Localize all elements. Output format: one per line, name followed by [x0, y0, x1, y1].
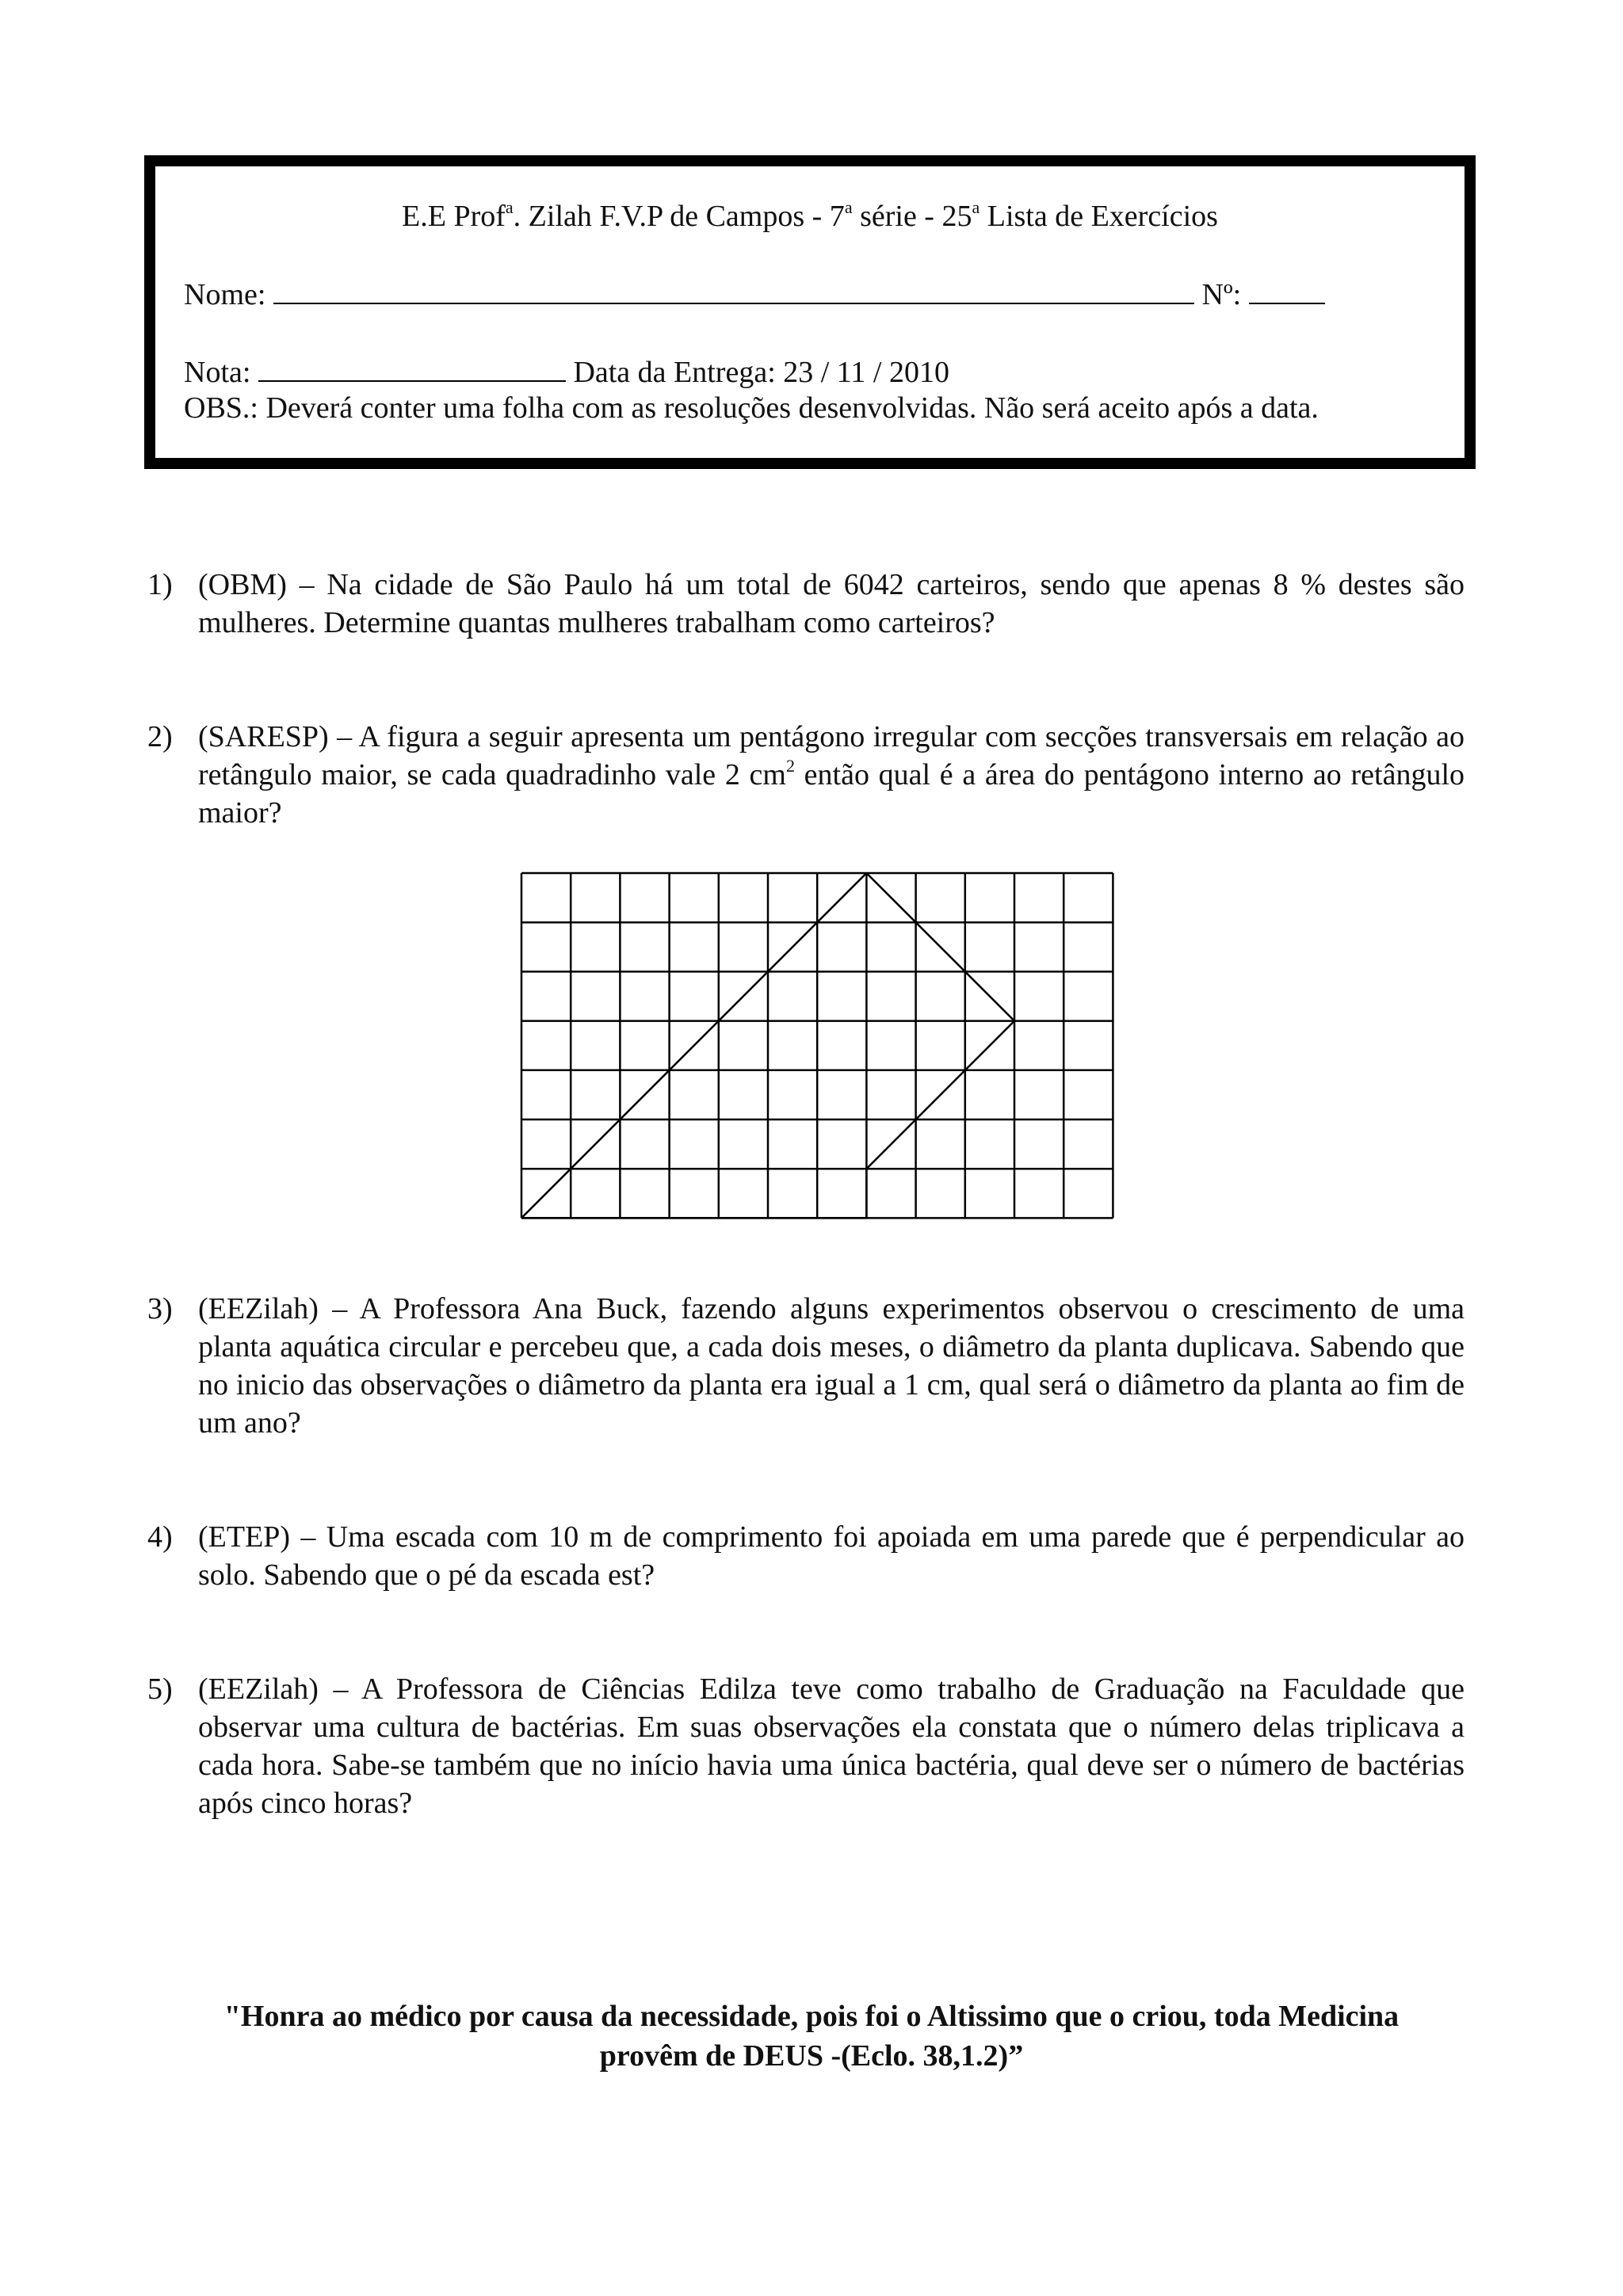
question-text: (ETEP) – Uma escada com 10 m de comprimento foi apoiada em uma parede que é perpendicular ao solo. Sabendo que o pé da escada est? — [198, 1520, 1465, 1592]
question-2 — [147, 718, 1465, 832]
obs-note: OBS.: Deverá conter uma folha com as resoluções desenvolvidas. Não será aceito após a data. — [184, 391, 1319, 425]
question-5 — [147, 1670, 1465, 1822]
question-text: (OBM) – Na cidade de São Paulo há um total de 6042 carteiros, sendo que apenas 8 % destes são mulheres. Determine quantas mulheres trabalham como carteiros? — [198, 568, 1465, 639]
grade-label: Nota: — [184, 356, 251, 389]
pentagon-edge — [866, 873, 1014, 1021]
question-number: 5) — [147, 1672, 173, 1706]
question-text: (EEZilah) – A Professora Ana Buck, fazendo alguns experimentos observou o crescimento de uma planta aquática circular e percebeu que, a cada dois meses, o diâmetro da planta duplicava. Sabendo que no inicio das observações o diâmetro da planta era igual a 1 cm, qual será o diâmetro da planta ao fim de um ano? — [198, 1292, 1465, 1440]
pentagon-edge — [521, 873, 866, 1218]
question-4 — [147, 1518, 1465, 1594]
quote-line-2: provêm de DEUS -(Eclo. 38,1.2)” — [599, 2039, 1024, 2073]
closing-quote — [119, 1997, 1504, 2076]
question-text: (SARESP) – A figura a seguir apresenta um pentágono irregular com secções transversais em relação ao retângulo maior, se cada quadradinho vale 2 $cm^2$ então qual é a área do pentágono interno ao retângulo maior? — [198, 720, 1465, 830]
pentagon-grid-figure — [518, 870, 1117, 1220]
question-number: 1) — [147, 568, 173, 601]
header-box — [144, 155, 1476, 469]
question-number: 3) — [147, 1292, 173, 1325]
question-number: 2) — [147, 720, 173, 753]
question-text: (EEZilah) – A Professora de Ciências Edilza teve como trabalho de Graduação na Faculdade que observar uma cultura de bactérias. Em suas observações ela constata que o número delas triplicava a cada hora. Sabe-se também que no início havia uma única bactéria, qual deve ser o número de bactérias após cinco horas? — [198, 1672, 1465, 1820]
grade-field[interactable] — [258, 355, 566, 382]
name-field[interactable] — [273, 277, 1194, 304]
question-3 — [147, 1290, 1465, 1442]
school-title: E.E Prof$^a$. Zilah F.V.P de Campos - 7$^a$ série - 25$^a$ Lista de Exercícios — [402, 197, 1218, 233]
name-row — [184, 277, 1325, 310]
question-number: 4) — [147, 1520, 173, 1554]
question-1 — [147, 566, 1465, 642]
number-label: Nº: — [1201, 278, 1242, 311]
grade-row — [184, 355, 949, 387]
due-date: Data da Entrega: 23 / 11 / 2010 — [573, 356, 949, 389]
number-field[interactable] — [1249, 277, 1325, 304]
pentagon-edge — [866, 1021, 1014, 1169]
quote-line-1: "Honra ao médico por causa da necessidade, pois foi o Altissimo que o criou, toda Medicina — [223, 2000, 1400, 2033]
name-label: Nome: — [184, 278, 266, 311]
